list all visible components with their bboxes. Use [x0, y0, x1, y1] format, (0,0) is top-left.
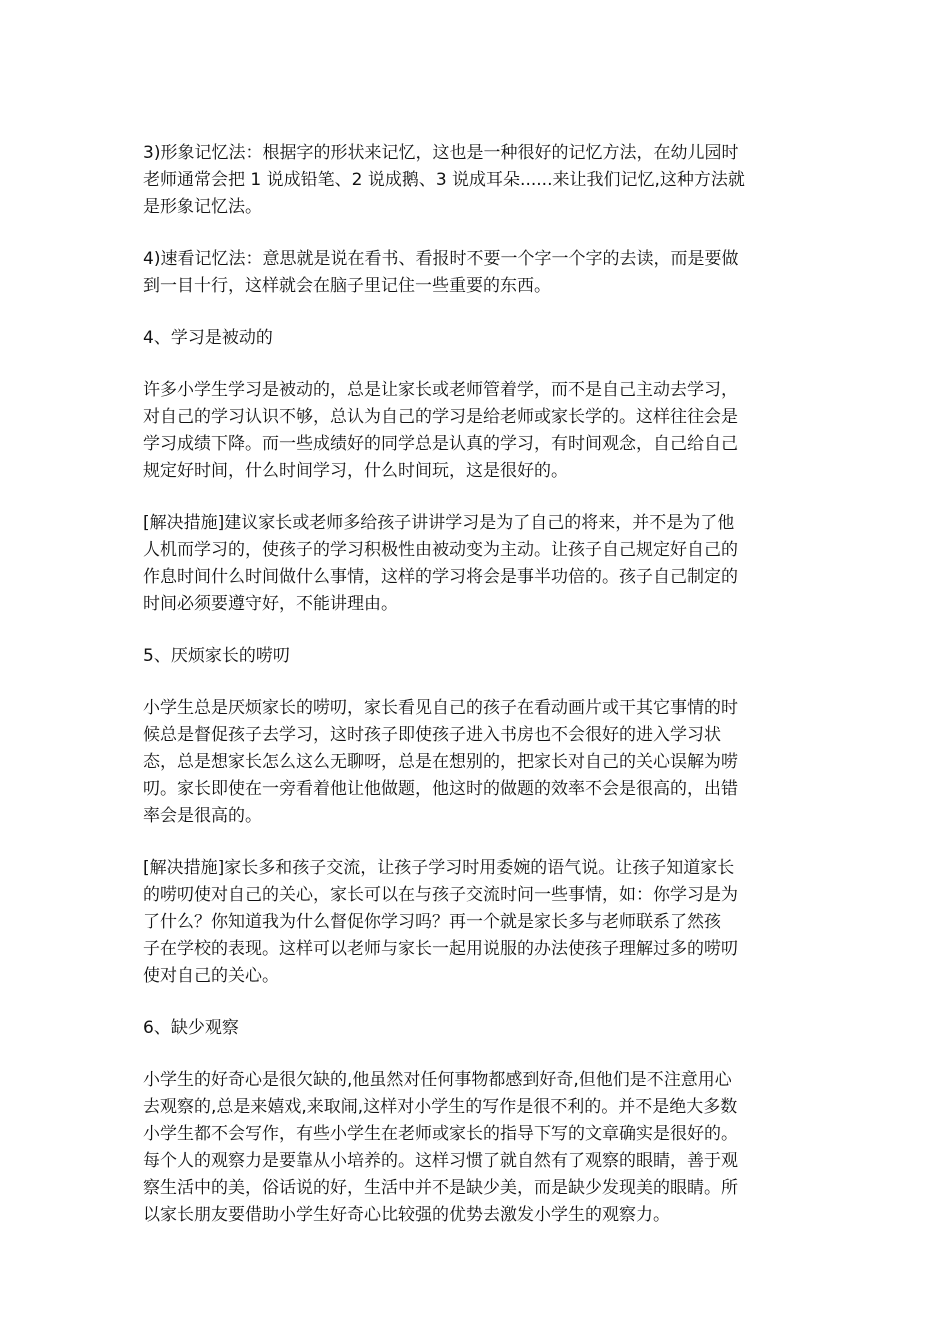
section-heading [143, 1015, 811, 1042]
text-line: 小学生都不会写作，有些小学生在老师或家长的指导下写的文章确实是很好的。 [143, 1124, 738, 1144]
text-line: 去观察的,总是来嬉戏,来取闹,这样对小学生的写作是很不利的。并不是绝大多数 [143, 1097, 738, 1117]
section-heading [143, 643, 811, 670]
text-line: 作息时间什么时间做什么事情，这样的学习将会是事半功倍的。孩子自己制定的 [143, 567, 738, 587]
paragraph [143, 377, 811, 485]
text-line: 学习成绩下降。而一些成绩好的同学总是认真的学习，有时间观念，自己给自己 [143, 434, 738, 454]
paragraph [143, 1067, 811, 1229]
text-line: 察生活中的美，俗话说的好，生活中并不是缺少美，而是缺少发现美的眼睛。所 [143, 1178, 738, 1198]
text-line: 许多小学生学习是被动的，总是让家长或老师管着学，而不是自己主动去学习， [143, 380, 738, 400]
text-line: 老师通常会把 1 说成铅笔、2 说成鹅、3 说成耳朵......来让我们记忆,这种方法就 [143, 170, 745, 190]
text-line: 小学生总是厌烦家长的唠叨，家长看见自己的孩子在看动画片或干其它事情的时 [143, 698, 738, 718]
paragraph [143, 855, 811, 990]
text-line: 6、缺少观察 [143, 1018, 239, 1038]
paragraph [143, 246, 811, 300]
text-line: 态，总是想家长怎么这么无聊呀，总是在想别的，把家长对自己的关心误解为唠 [143, 752, 738, 772]
text-line: 的唠叨使对自己的关心，家长可以在与孩子交流时问一些事情，如：你学习是为 [143, 885, 738, 905]
text-line: 使对自己的关心。 [143, 966, 279, 986]
text-line: 到一目十行，这样就会在脑子里记住一些重要的东西。 [143, 276, 551, 296]
text-line: 4、学习是被动的 [143, 328, 273, 348]
text-line: 对自己的学习认识不够，总认为自己的学习是给老师或家长学的。这样往往会是 [143, 407, 738, 427]
paragraph [143, 510, 811, 618]
text-line: 时间必须要遵守好，不能讲理由。 [143, 594, 398, 614]
text-line: 规定好时间，什么时间学习，什么时间玩，这是很好的。 [143, 461, 568, 481]
text-line: 4)速看记忆法：意思就是说在看书、看报时不要一个字一个字的去读，而是要做 [143, 249, 739, 269]
text-line: 以家长朋友要借助小学生好奇心比较强的优势去激发小学生的观察力。 [143, 1205, 670, 1225]
paragraph [143, 140, 811, 221]
text-line: 小学生的好奇心是很欠缺的,他虽然对任何事物都感到好奇,但他们是不注意用心 [143, 1070, 732, 1090]
paragraph [143, 695, 811, 830]
text-line: [解决措施]家长多和孩子交流，让孩子学习时用委婉的语气说。让孩子知道家长 [143, 858, 735, 878]
text-line: 候总是督促孩子去学习，这时孩子即使孩子进入书房也不会很好的进入学习状 [143, 725, 721, 745]
text-line: 每个人的观察力是要靠从小培养的。这样习惯了就自然有了观察的眼睛，善于观 [143, 1151, 738, 1171]
text-line: [解决措施]建议家长或老师多给孩子讲讲学习是为了自己的将来，并不是为了他 [143, 513, 735, 533]
text-line: 3)形象记忆法：根据字的形状来记忆，这也是一种很好的记忆方法，在幼儿园时 [143, 143, 739, 163]
text-line: 是形象记忆法。 [143, 197, 262, 217]
text-line: 叨。家长即使在一旁看着他让他做题，他这时的做题的效率不会是很高的，出错 [143, 779, 738, 799]
text-line: 了什么？你知道我为什么督促你学习吗？再一个就是家长多与老师联系了然孩 [143, 912, 721, 932]
text-line: 5、厌烦家长的唠叨 [143, 646, 290, 666]
text-line: 子在学校的表现。这样可以老师与家长一起用说服的办法使孩子理解过多的唠叨 [143, 939, 738, 959]
text-line: 人机而学习的，使孩子的学习积极性由被动变为主动。让孩子自己规定好自己的 [143, 540, 738, 560]
text-line: 率会是很高的。 [143, 806, 262, 826]
document-body [143, 140, 811, 1254]
section-heading [143, 325, 811, 352]
